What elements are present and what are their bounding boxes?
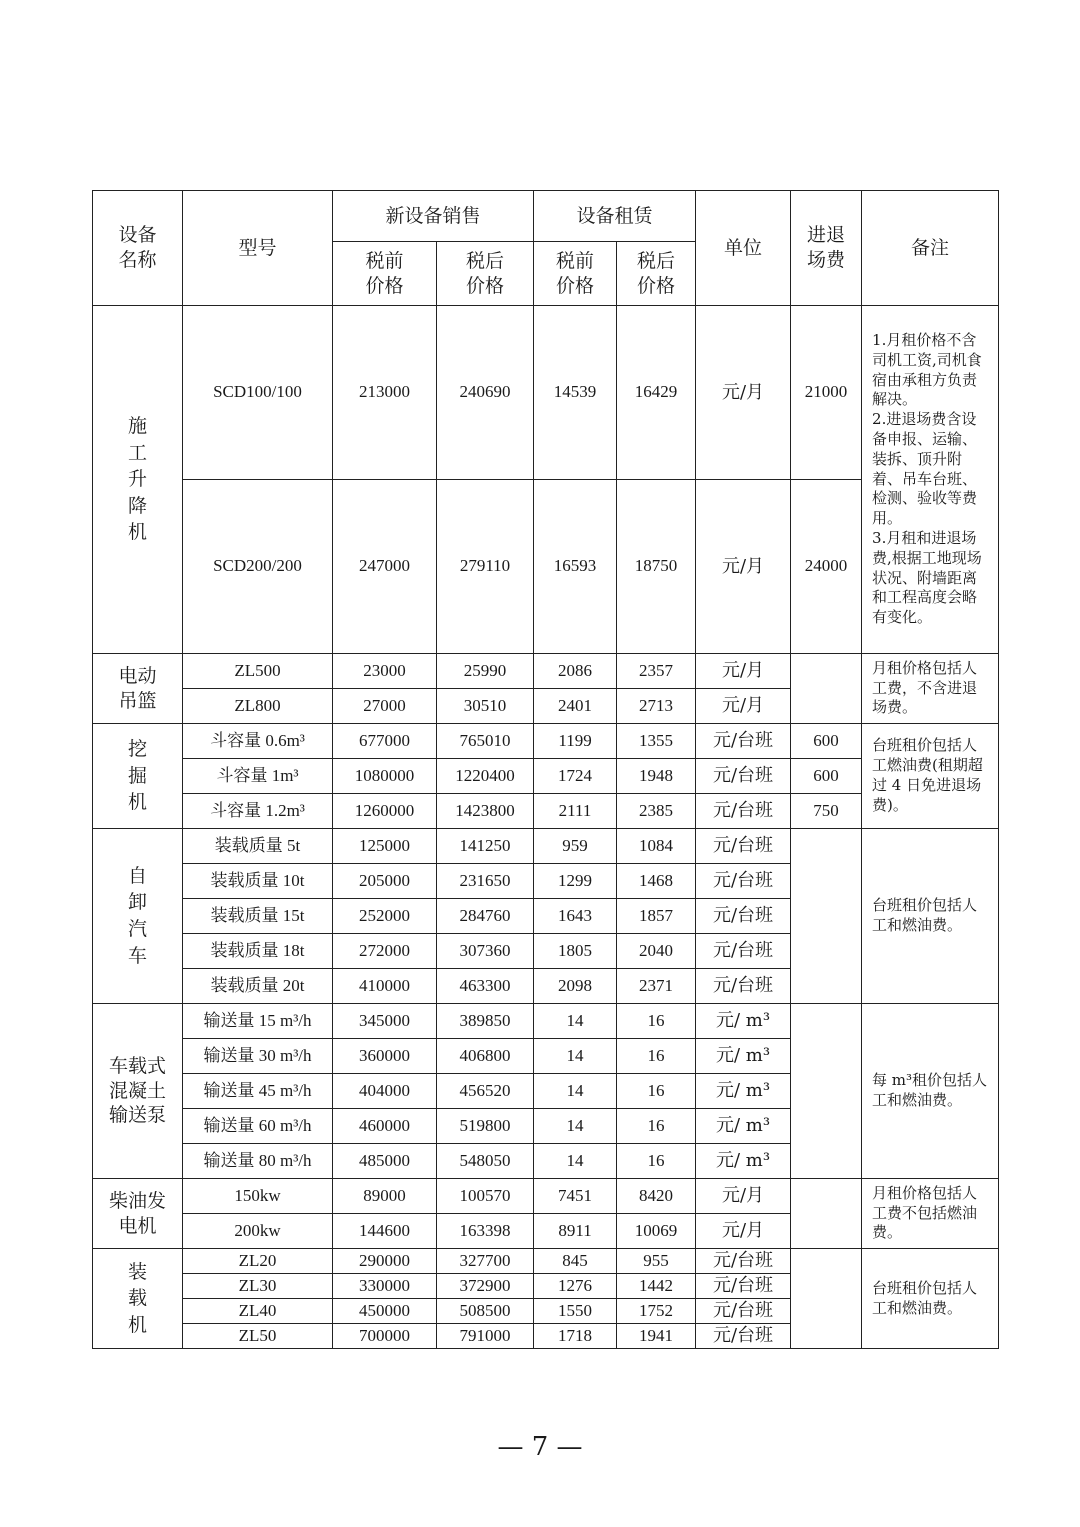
entry-exit-fee-cell xyxy=(791,1179,862,1249)
rent-pre-tax-cell: 2111 xyxy=(534,794,617,829)
header-entry-exit-fee: 进退 场费 xyxy=(791,191,862,306)
unit-cell: 元/月 xyxy=(696,1179,791,1214)
unit-cell: 元/台班 xyxy=(696,759,791,794)
construction-hoist-row xyxy=(93,306,999,480)
rent-pre-tax-cell: 959 xyxy=(534,829,617,864)
sale-pre-tax-cell: 404000 xyxy=(333,1074,437,1109)
rent-post-tax-cell: 2357 xyxy=(617,654,696,689)
sale-pre-tax-cell: 213000 xyxy=(333,306,437,480)
header-remarks: 备注 xyxy=(862,191,999,306)
unit-cell: 元/ m³ xyxy=(696,1039,791,1074)
sale-post-tax-cell: 240690 xyxy=(437,306,534,480)
unit-cell: 元/ m³ xyxy=(696,1144,791,1179)
rent-post-tax-cell: 1468 xyxy=(617,864,696,899)
equipment-name: 挖 掘 机 xyxy=(93,724,183,829)
concrete-pump-row xyxy=(93,1004,999,1039)
sale-pre-tax-cell: 450000 xyxy=(333,1299,437,1324)
header-rent-post-tax: 税后 价格 xyxy=(617,242,696,306)
model-cell: SCD100/100 xyxy=(183,306,333,480)
sale-post-tax-cell: 372900 xyxy=(437,1274,534,1299)
model-cell: ZL40 xyxy=(183,1299,333,1324)
model-cell: 输送量 45 m³/h xyxy=(183,1074,333,1109)
model-cell: ZL20 xyxy=(183,1249,333,1274)
model-cell: 装载质量 18t xyxy=(183,934,333,969)
sale-post-tax-cell: 519800 xyxy=(437,1109,534,1144)
header-model: 型号 xyxy=(183,191,333,306)
sale-pre-tax-cell: 460000 xyxy=(333,1109,437,1144)
sale-pre-tax-cell: 247000 xyxy=(333,480,437,654)
unit-cell: 元/台班 xyxy=(696,969,791,1004)
unit-cell: 元/ m³ xyxy=(696,1109,791,1144)
sale-pre-tax-cell: 125000 xyxy=(333,829,437,864)
entry-exit-fee-cell xyxy=(791,1004,862,1179)
rent-post-tax-cell: 16 xyxy=(617,1144,696,1179)
loader-row xyxy=(93,1249,999,1274)
rent-post-tax-cell: 2385 xyxy=(617,794,696,829)
rent-post-tax-cell: 1941 xyxy=(617,1324,696,1349)
rent-pre-tax-cell: 14 xyxy=(534,1144,617,1179)
rent-pre-tax-cell: 14 xyxy=(534,1039,617,1074)
rent-post-tax-cell: 10069 xyxy=(617,1214,696,1249)
rent-post-tax-cell: 2040 xyxy=(617,934,696,969)
entry-exit-fee-cell: 750 xyxy=(791,794,862,829)
rent-pre-tax-cell: 1724 xyxy=(534,759,617,794)
entry-exit-fee-cell xyxy=(791,654,862,724)
sale-pre-tax-cell: 1080000 xyxy=(333,759,437,794)
rent-pre-tax-cell: 16593 xyxy=(534,480,617,654)
header-rental: 设备租赁 xyxy=(534,191,696,242)
sale-post-tax-cell: 100570 xyxy=(437,1179,534,1214)
rent-pre-tax-cell: 2086 xyxy=(534,654,617,689)
sale-post-tax-cell: 548050 xyxy=(437,1144,534,1179)
equipment-name: 自 卸 汽 车 xyxy=(93,829,183,1004)
sale-post-tax-cell: 307360 xyxy=(437,934,534,969)
entry-exit-fee-cell xyxy=(791,1249,862,1349)
entry-exit-fee-cell: 600 xyxy=(791,759,862,794)
rent-pre-tax-cell: 2401 xyxy=(534,689,617,724)
header-unit: 单位 xyxy=(696,191,791,306)
remarks-cell: 月租价格包括人工费，不含进退场费。 xyxy=(862,654,999,724)
sale-post-tax-cell: 30510 xyxy=(437,689,534,724)
model-cell: 斗容量 0.6m³ xyxy=(183,724,333,759)
model-cell: ZL800 xyxy=(183,689,333,724)
model-cell: 装载质量 10t xyxy=(183,864,333,899)
equipment-name: 施 工 升 降 机 xyxy=(93,306,183,654)
rent-pre-tax-cell: 1805 xyxy=(534,934,617,969)
header-sale-post-tax: 税后 价格 xyxy=(437,242,534,306)
header-equipment-name: 设备 名称 xyxy=(93,191,183,306)
sale-pre-tax-cell: 485000 xyxy=(333,1144,437,1179)
unit-cell: 元/台班 xyxy=(696,899,791,934)
sale-pre-tax-cell: 700000 xyxy=(333,1324,437,1349)
rent-post-tax-cell: 16 xyxy=(617,1004,696,1039)
model-cell: 200kw xyxy=(183,1214,333,1249)
rent-post-tax-cell: 2371 xyxy=(617,969,696,1004)
model-cell: ZL30 xyxy=(183,1274,333,1299)
sale-post-tax-cell: 279110 xyxy=(437,480,534,654)
rent-post-tax-cell: 955 xyxy=(617,1249,696,1274)
sale-post-tax-cell: 25990 xyxy=(437,654,534,689)
sale-pre-tax-cell: 677000 xyxy=(333,724,437,759)
rent-pre-tax-cell: 845 xyxy=(534,1249,617,1274)
unit-cell: 元/台班 xyxy=(696,1274,791,1299)
sale-pre-tax-cell: 272000 xyxy=(333,934,437,969)
rent-post-tax-cell: 1948 xyxy=(617,759,696,794)
sale-post-tax-cell: 163398 xyxy=(437,1214,534,1249)
rent-pre-tax-cell: 7451 xyxy=(534,1179,617,1214)
header-rent-pre-tax: 税前 价格 xyxy=(534,242,617,306)
entry-exit-fee-cell: 24000 xyxy=(791,480,862,654)
rent-post-tax-cell: 1084 xyxy=(617,829,696,864)
unit-cell: 元/台班 xyxy=(696,934,791,969)
sale-post-tax-cell: 231650 xyxy=(437,864,534,899)
entry-exit-fee-cell xyxy=(791,829,862,1004)
model-cell: 输送量 30 m³/h xyxy=(183,1039,333,1074)
page-number: — 7 — xyxy=(497,1432,583,1462)
equipment-name: 电动 吊篮 xyxy=(93,654,183,724)
sale-post-tax-cell: 463300 xyxy=(437,969,534,1004)
sale-post-tax-cell: 791000 xyxy=(437,1324,534,1349)
dump-truck-row xyxy=(93,829,999,864)
sale-pre-tax-cell: 360000 xyxy=(333,1039,437,1074)
unit-cell: 元/台班 xyxy=(696,1299,791,1324)
sale-pre-tax-cell: 290000 xyxy=(333,1249,437,1274)
rent-pre-tax-cell: 14 xyxy=(534,1004,617,1039)
entry-exit-fee-cell: 21000 xyxy=(791,306,862,480)
remarks-cell: 每 m³租价包括人工和燃油费。 xyxy=(862,1004,999,1179)
remarks-cell: 台班租价包括人工和燃油费。 xyxy=(862,1249,999,1349)
equipment-name: 装 载 机 xyxy=(93,1249,183,1349)
model-cell: 输送量 80 m³/h xyxy=(183,1144,333,1179)
rent-post-tax-cell: 16 xyxy=(617,1109,696,1144)
model-cell: 150kw xyxy=(183,1179,333,1214)
model-cell: ZL500 xyxy=(183,654,333,689)
unit-cell: 元/月 xyxy=(696,306,791,480)
model-cell: 输送量 60 m³/h xyxy=(183,1109,333,1144)
rent-pre-tax-cell: 1718 xyxy=(534,1324,617,1349)
table-body xyxy=(93,306,999,1349)
unit-cell: 元/月 xyxy=(696,654,791,689)
remarks-cell: 1.月租价格不含司机工资,司机食宿由承租方负责解决。 2.进退场费含设备申报、运输、装拆、顶升附着、吊车台班、检测、验收等费用。 3.月租和进退场费,根据工地现场状况、附墙距离和工程高度会略有变化。 xyxy=(862,306,999,654)
unit-cell: 元/台班 xyxy=(696,829,791,864)
rent-pre-tax-cell: 8911 xyxy=(534,1214,617,1249)
rent-post-tax-cell: 1442 xyxy=(617,1274,696,1299)
unit-cell: 元/台班 xyxy=(696,1324,791,1349)
equipment-name: 车载式 混凝土 输送泵 xyxy=(93,1004,183,1179)
sale-pre-tax-cell: 1260000 xyxy=(333,794,437,829)
rent-pre-tax-cell: 1550 xyxy=(534,1299,617,1324)
sale-post-tax-cell: 406800 xyxy=(437,1039,534,1074)
sale-post-tax-cell: 284760 xyxy=(437,899,534,934)
electric-gondola-row xyxy=(93,654,999,689)
sale-pre-tax-cell: 345000 xyxy=(333,1004,437,1039)
rent-pre-tax-cell: 14 xyxy=(534,1074,617,1109)
sale-post-tax-cell: 1423800 xyxy=(437,794,534,829)
rent-post-tax-cell: 16 xyxy=(617,1074,696,1109)
sale-pre-tax-cell: 410000 xyxy=(333,969,437,1004)
header-sale-pre-tax: 税前 价格 xyxy=(333,242,437,306)
sale-post-tax-cell: 1220400 xyxy=(437,759,534,794)
unit-cell: 元/月 xyxy=(696,480,791,654)
rent-pre-tax-cell: 1643 xyxy=(534,899,617,934)
equipment-price-table xyxy=(92,190,999,1349)
diesel-generator-row xyxy=(93,1179,999,1214)
sale-post-tax-cell: 327700 xyxy=(437,1249,534,1274)
sale-pre-tax-cell: 330000 xyxy=(333,1274,437,1299)
sale-pre-tax-cell: 252000 xyxy=(333,899,437,934)
unit-cell: 元/ m³ xyxy=(696,1074,791,1109)
rent-post-tax-cell: 1355 xyxy=(617,724,696,759)
remarks-cell: 台班租价包括人工燃油费(租期超过 4 日免进退场费)。 xyxy=(862,724,999,829)
remarks-cell: 台班租价包括人工和燃油费。 xyxy=(862,829,999,1004)
unit-cell: 元/月 xyxy=(696,1214,791,1249)
unit-cell: 元/台班 xyxy=(696,724,791,759)
unit-cell: 元/台班 xyxy=(696,1249,791,1274)
model-cell: SCD200/200 xyxy=(183,480,333,654)
model-cell: 装载质量 5t xyxy=(183,829,333,864)
unit-cell: 元/月 xyxy=(696,689,791,724)
unit-cell: 元/台班 xyxy=(696,864,791,899)
model-cell: 输送量 15 m³/h xyxy=(183,1004,333,1039)
rent-post-tax-cell: 1857 xyxy=(617,899,696,934)
remarks-cell: 月租价格包括人工费不包括燃油费。 xyxy=(862,1179,999,1249)
rent-pre-tax-cell: 1276 xyxy=(534,1274,617,1299)
rent-post-tax-cell: 16429 xyxy=(617,306,696,480)
rent-post-tax-cell: 2713 xyxy=(617,689,696,724)
sale-post-tax-cell: 456520 xyxy=(437,1074,534,1109)
sale-pre-tax-cell: 144600 xyxy=(333,1214,437,1249)
sale-pre-tax-cell: 89000 xyxy=(333,1179,437,1214)
model-cell: 斗容量 1m³ xyxy=(183,759,333,794)
rent-post-tax-cell: 16 xyxy=(617,1039,696,1074)
rent-post-tax-cell: 18750 xyxy=(617,480,696,654)
entry-exit-fee-cell: 600 xyxy=(791,724,862,759)
equipment-name: 柴油发 电机 xyxy=(93,1179,183,1249)
header-new-sale: 新设备销售 xyxy=(333,191,534,242)
sale-pre-tax-cell: 27000 xyxy=(333,689,437,724)
rent-pre-tax-cell: 14 xyxy=(534,1109,617,1144)
rent-pre-tax-cell: 1299 xyxy=(534,864,617,899)
sale-post-tax-cell: 389850 xyxy=(437,1004,534,1039)
rent-pre-tax-cell: 1199 xyxy=(534,724,617,759)
model-cell: 斗容量 1.2m³ xyxy=(183,794,333,829)
sale-pre-tax-cell: 23000 xyxy=(333,654,437,689)
model-cell: 装载质量 20t xyxy=(183,969,333,1004)
sale-pre-tax-cell: 205000 xyxy=(333,864,437,899)
model-cell: 装载质量 15t xyxy=(183,899,333,934)
excavator-row xyxy=(93,724,999,759)
sale-post-tax-cell: 141250 xyxy=(437,829,534,864)
sale-post-tax-cell: 508500 xyxy=(437,1299,534,1324)
unit-cell: 元/ m³ xyxy=(696,1004,791,1039)
unit-cell: 元/台班 xyxy=(696,794,791,829)
rent-pre-tax-cell: 14539 xyxy=(534,306,617,480)
model-cell: ZL50 xyxy=(183,1324,333,1349)
rent-post-tax-cell: 1752 xyxy=(617,1299,696,1324)
rent-post-tax-cell: 8420 xyxy=(617,1179,696,1214)
sale-post-tax-cell: 765010 xyxy=(437,724,534,759)
rent-pre-tax-cell: 2098 xyxy=(534,969,617,1004)
